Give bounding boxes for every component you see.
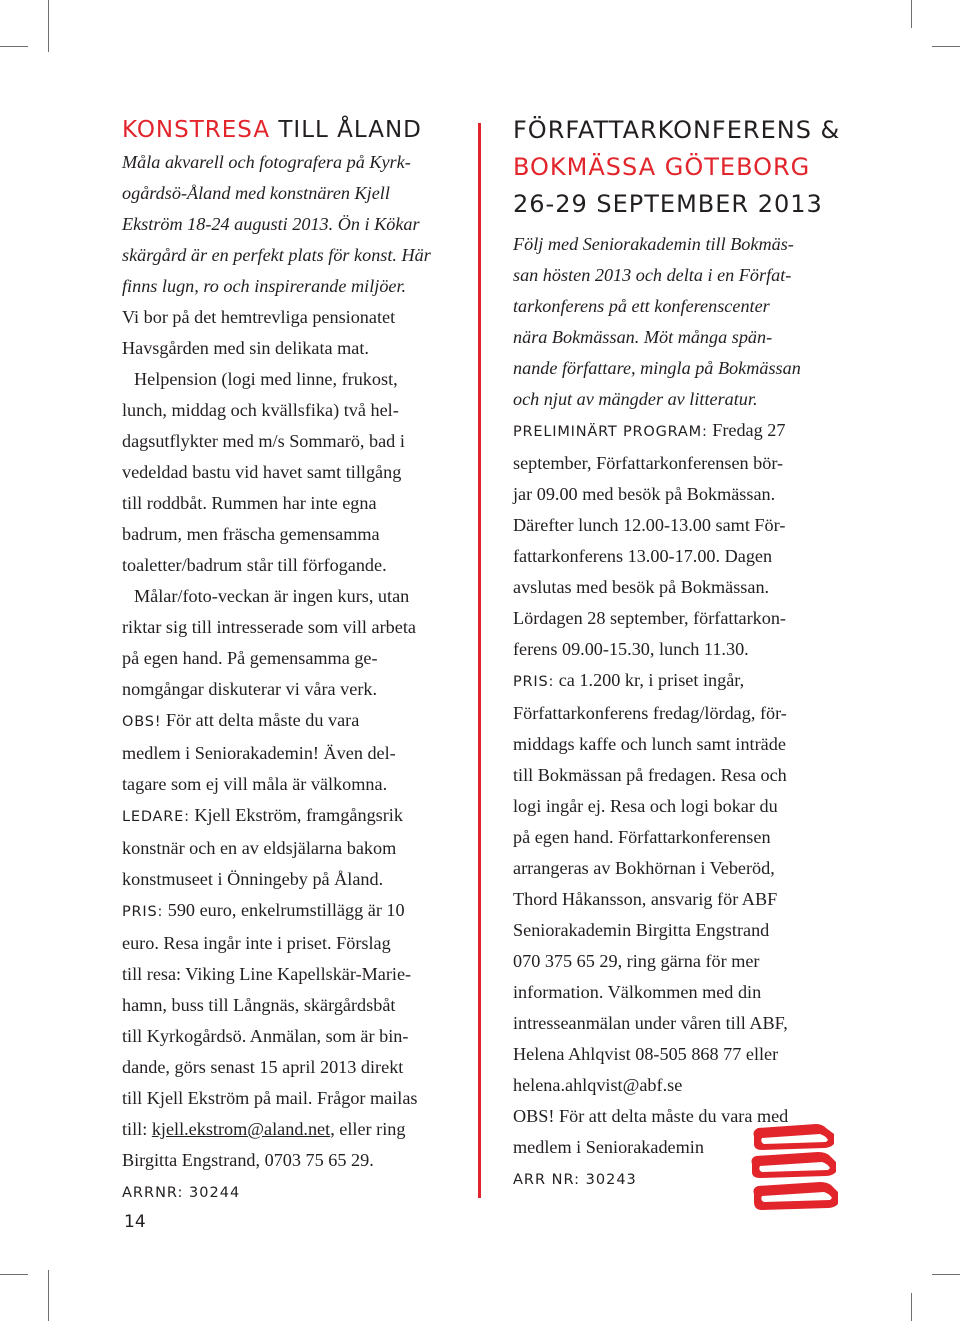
page-number: 14 — [124, 1212, 146, 1232]
body-line: till Bokmässan på fredagen. Resa och — [513, 765, 787, 785]
title-rest: TILL ÅLAND — [270, 117, 422, 143]
title-line-3: 26-29 SEPTEMBER 2013 — [513, 190, 823, 218]
intro-line: och njut av mängder av litteratur. — [513, 389, 758, 409]
helpension-paragraph — [122, 364, 472, 581]
body-line: riktar sig till intresserade som vill arbeta — [122, 617, 416, 637]
intro-line: skärgård är en perfekt plats för konst. Här — [122, 245, 431, 265]
body-line: badrum, men fräscha gemensamma — [122, 524, 380, 544]
body-line: Thord Håkansson, ansvarig för ABF — [513, 889, 778, 909]
body-line: , eller ring — [330, 1119, 406, 1139]
body-line: till roddbåt. Rummen har inte egna — [122, 493, 377, 513]
konstresa-title — [122, 112, 472, 149]
arrangement-number: ARR NR: 30243 — [513, 1172, 637, 1188]
intro-line: nande författare, mingla på Bokmässan — [513, 358, 801, 378]
body-line: Kjell Ekström, framgångsrik — [189, 805, 403, 825]
arrangement-number: ARRNR: 30244 — [122, 1185, 241, 1201]
title-line-2: BOKMÄSSA GÖTEBORG — [513, 153, 811, 181]
body-line: Birgitta Engstrand, 0703 75 65 29. — [122, 1150, 374, 1170]
crop-mark — [0, 46, 28, 47]
crop-mark — [911, 1293, 912, 1321]
body-line: Författarkonferens fredag/lördag, för- — [513, 703, 787, 723]
column-divider — [478, 123, 481, 1198]
crop-mark — [0, 1274, 28, 1275]
body-line: till Kyrkogårdsö. Anmälan, som är bin- — [122, 1026, 409, 1046]
konstresa-article — [122, 112, 472, 1209]
body-line: konstmuseet i Önningeby på Åland. — [122, 869, 384, 889]
body-line: på egen hand. På gemensamma ge- — [122, 648, 378, 668]
title-line-1: FÖRFATTARKONFERENS & — [513, 116, 841, 144]
body-line: Helpension (logi med linne, frukost, — [134, 369, 398, 389]
intro-paragraph — [513, 229, 863, 415]
body-line: Vi bor på det hemtrevliga pensionatet — [122, 307, 396, 327]
body-line: middags kaffe och lunch samt inträde — [513, 734, 786, 754]
body-line: euro. Resa ingår inte i priset. Förslag — [122, 933, 391, 953]
body-line: fattarkonferens 13.00-17.00. Dagen — [513, 546, 773, 566]
body-line: vedeldad bastu vid havet samt tillgång — [122, 462, 402, 482]
intro-line: ogårdsö-Åland med konstnären Kjell — [122, 183, 390, 203]
ledare-label: LEDARE: — [122, 809, 190, 825]
body-line: till resa: Viking Line Kapellskär-Marie- — [122, 964, 412, 984]
body-line: på egen hand. Författarkonferensen — [513, 827, 771, 847]
body-line: nomgångar diskuterar vi våra verk. — [122, 679, 378, 699]
title-accent: KONSTRESA — [122, 117, 271, 143]
body-line: arrangeras av Bokhörnan i Veberöd, — [513, 858, 775, 878]
crop-mark — [48, 1270, 49, 1321]
body-line: ferens 09.00-15.30, lunch 11.30. — [513, 639, 749, 659]
obs-paragraph — [122, 705, 472, 800]
intro-paragraph — [122, 147, 472, 302]
body-line: toaletter/badrum står till förfogande. — [122, 555, 387, 575]
body-line: medlem i Seniorakademin! Även del- — [122, 743, 396, 763]
body-line: medlem i Seniorakademin — [513, 1137, 704, 1157]
intro-line: Ekström 18-24 augusti 2013. Ön i Kökar — [122, 214, 420, 234]
body-line: konstnär och en av eldsjälarna bakom — [122, 838, 397, 858]
body-line: till Kjell Ekström på mail. Frågor mailas — [122, 1088, 418, 1108]
body-line: Seniorakademin Birgitta Engstrand — [513, 920, 770, 940]
accommodation-paragraph — [122, 302, 472, 364]
pris-paragraph — [122, 895, 472, 1176]
body-line: information. Välkommen med din — [513, 982, 762, 1002]
crop-mark — [932, 46, 960, 47]
body-line: dagsutflykter med m/s Sommarö, bad i — [122, 431, 405, 451]
intro-line: nära Bokmässan. Möt många spän- — [513, 327, 773, 347]
body-line: Helena Ahlqvist 08-505 868 77 eller — [513, 1044, 779, 1064]
body-line: avslutas med besök på Bokmässan. — [513, 577, 770, 597]
ledare-paragraph — [122, 800, 472, 895]
body-line: 590 euro, enkelrumstillägg är 10 — [163, 900, 405, 920]
body-line: intresseanmälan under våren till ABF, — [513, 1013, 788, 1033]
intro-line: tarkonferens på ett konferenscenter — [513, 296, 770, 316]
body-line: tagare som ej vill måla är välkomna. — [122, 774, 388, 794]
intro-line: finns lugn, ro och inspirerande miljöer. — [122, 276, 407, 296]
body-line: 070 375 65 29, ring gärna för mer — [513, 951, 760, 971]
bokmassa-article — [513, 112, 863, 1196]
program-paragraph — [513, 415, 863, 665]
program-label: PRELIMINÄRT PROGRAM: — [513, 424, 708, 440]
intro-line: Följ med Seniorakademin till Bokmäs- — [513, 234, 794, 254]
body-line: För att delta måste du vara — [161, 710, 360, 730]
body-line: Målar/foto-veckan är ingen kurs, utan — [134, 586, 410, 606]
email-link[interactable]: kjell.ekstrom@aland.net — [151, 1119, 331, 1139]
pris-label: PRIS: — [122, 904, 164, 920]
body-line: Fredag 27 — [707, 420, 786, 440]
body-line: dande, görs senast 15 april 2013 direkt — [122, 1057, 404, 1077]
body-line: Havsgården med sin delikata mat. — [122, 338, 369, 358]
body-line: till: — [122, 1119, 152, 1139]
body-line: Lördagen 28 september, författarkon- — [513, 608, 786, 628]
body-line: ca 1.200 kr, i priset ingår, — [554, 670, 745, 690]
pris-label: PRIS: — [513, 674, 555, 690]
stack-of-books-icon — [748, 1122, 840, 1222]
body-line: OBS! För att delta måste du vara med — [513, 1106, 789, 1126]
body-line: september, Författarkonferensen bör- — [513, 453, 784, 473]
crop-mark — [911, 0, 912, 28]
obs-label: OBS! — [122, 714, 162, 730]
intro-line: Måla akvarell och fotografera på Kyrk- — [122, 152, 411, 172]
body-line: helena.ahlqvist@abf.se — [513, 1075, 683, 1095]
pris-paragraph — [513, 665, 863, 1163]
crop-mark — [48, 0, 49, 52]
body-line: Därefter lunch 12.00-13.00 samt För- — [513, 515, 786, 535]
course-paragraph — [122, 581, 472, 705]
body-line: hamn, buss till Långnäs, skärgårdsbåt — [122, 995, 396, 1015]
crop-mark — [932, 1274, 960, 1275]
intro-line: san hösten 2013 och delta i en Förfat- — [513, 265, 792, 285]
body-line: lunch, middag och kvällsfika) två hel- — [122, 400, 399, 420]
body-line: logi ingår ej. Resa och logi bokar du — [513, 796, 778, 816]
body-line: jar 09.00 med besök på Bokmässan. — [513, 484, 776, 504]
